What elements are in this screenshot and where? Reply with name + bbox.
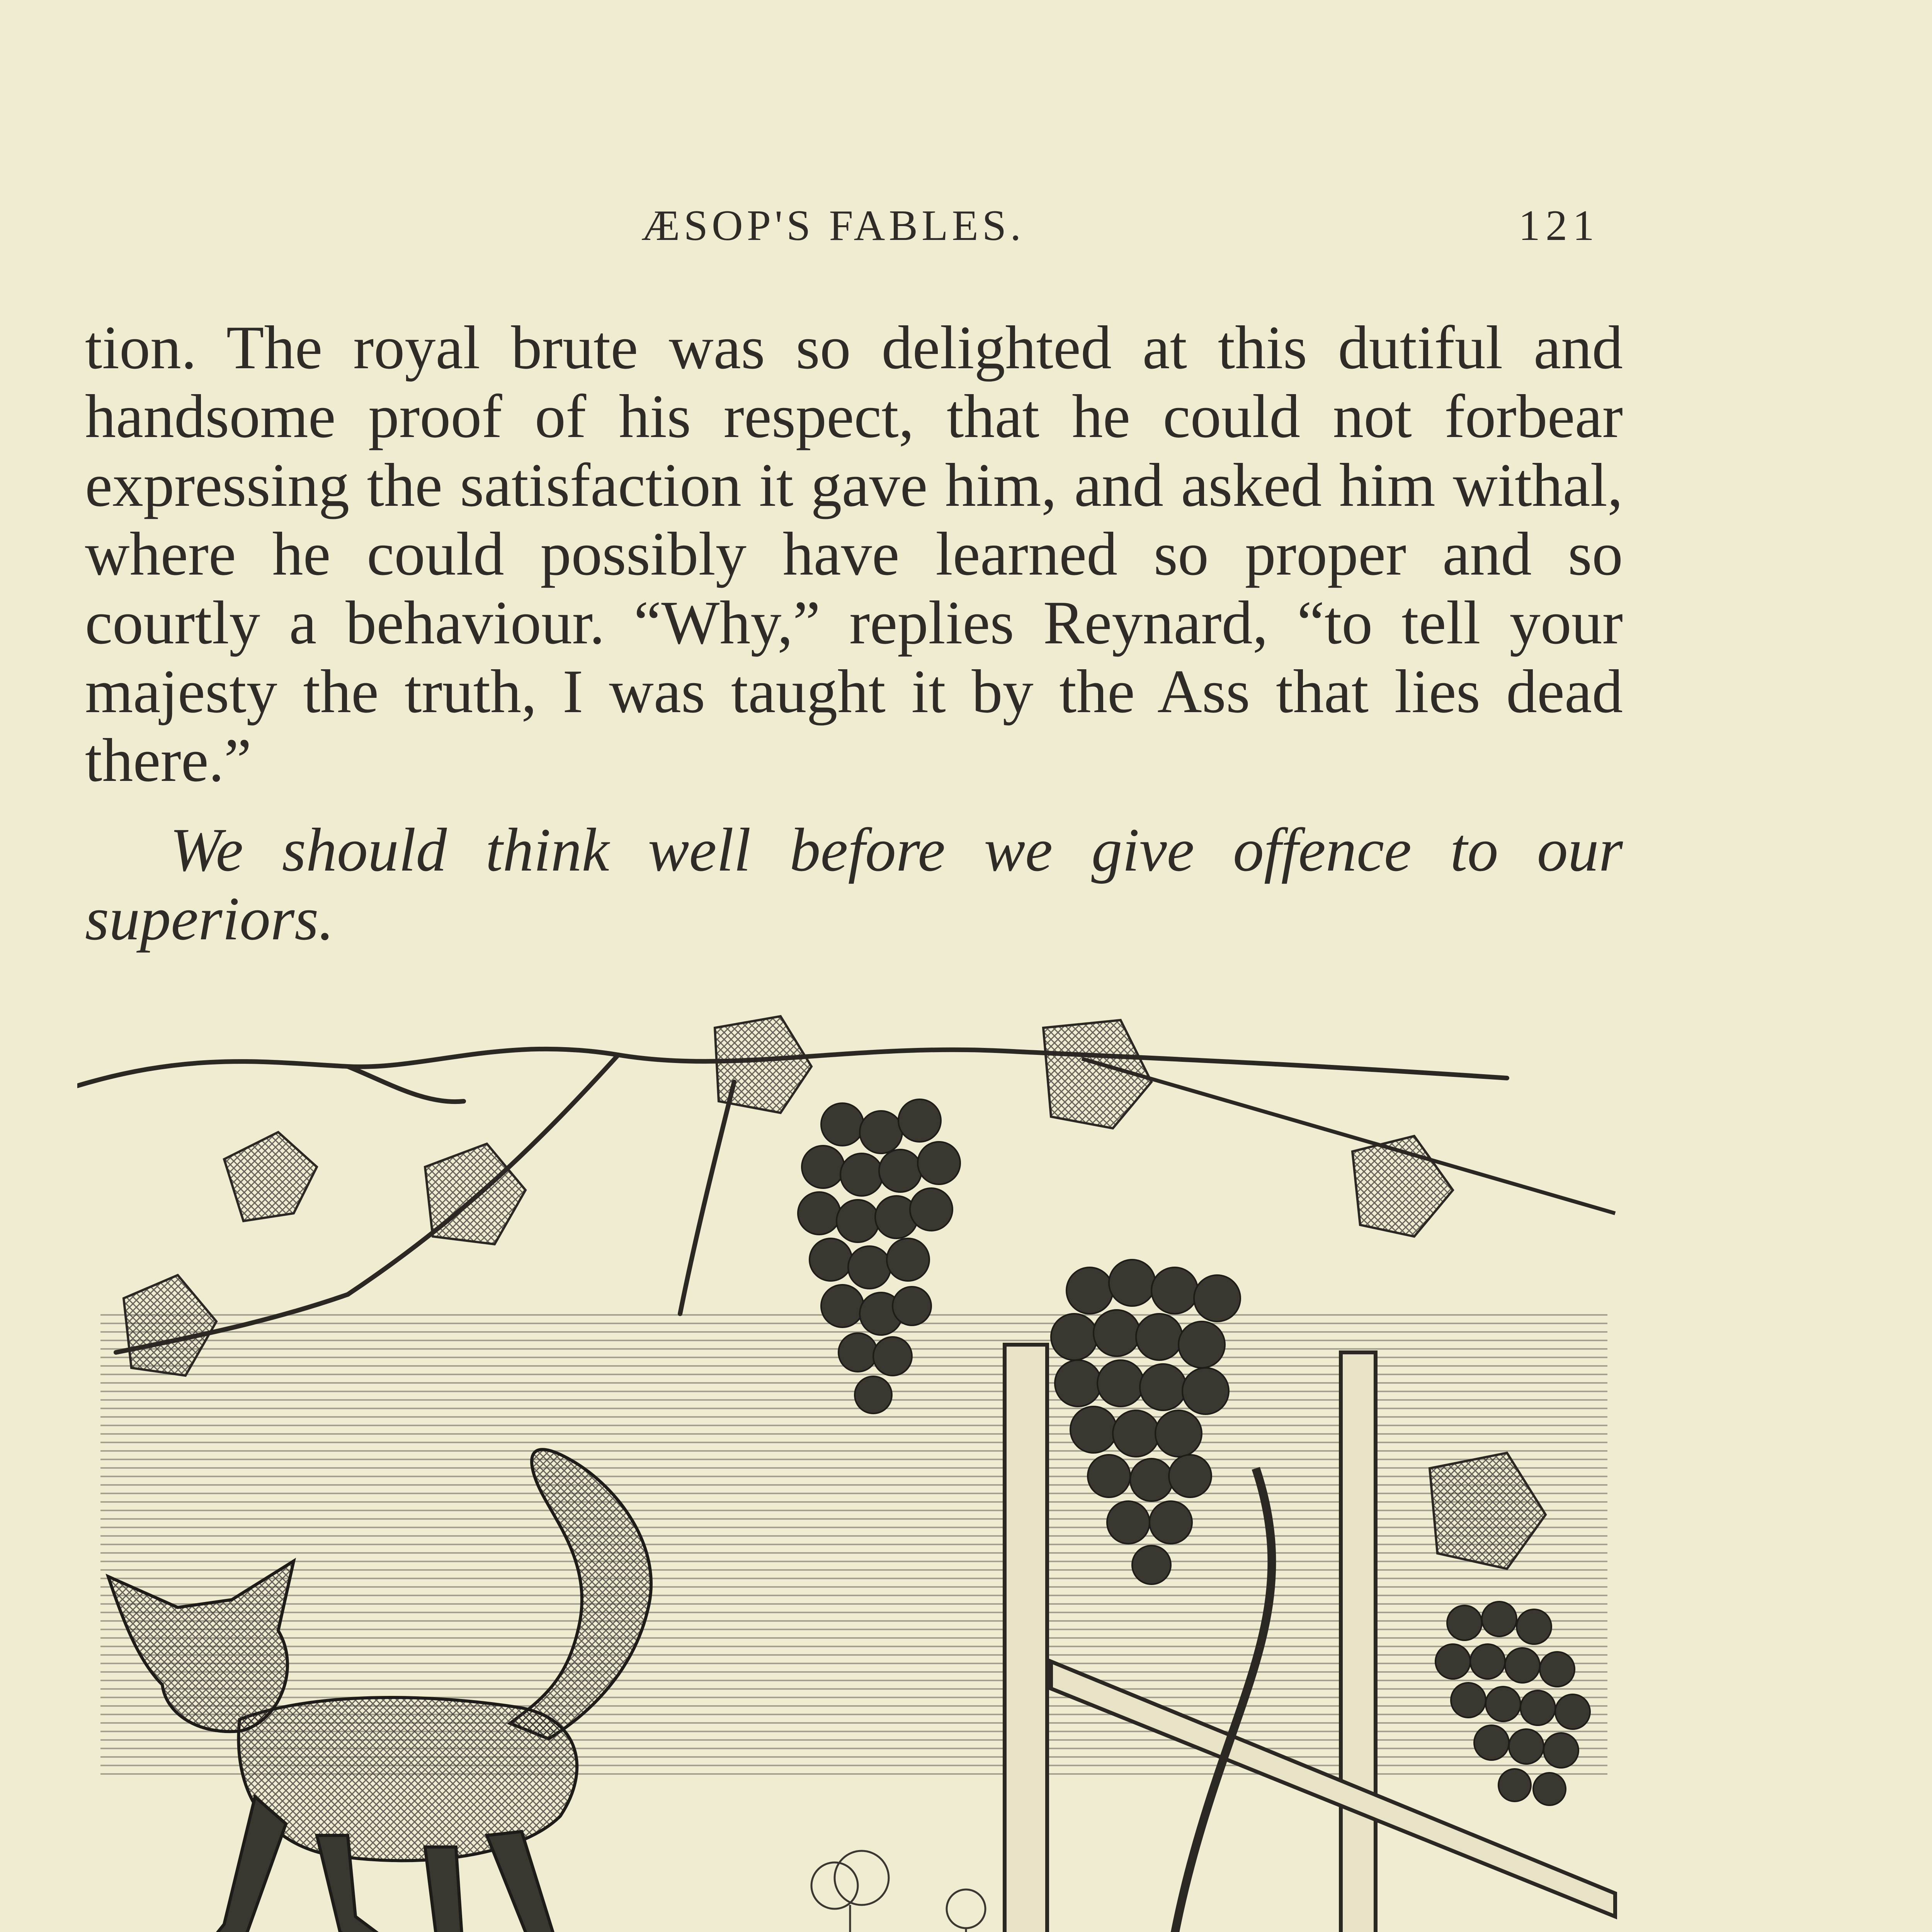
- body-paragraph: tion. The royal brute was so delighted at this dutiful and handsome proof of his respect, that he could not forbear expressing the satisfaction it gave him, and asked him withal, where he could possibly have learned so proper and so courtly a behaviour. “Why,” replies Reynard, “to tell your majesty the truth, I was taught it by the Ass that lies dead there.”: [85, 313, 1623, 794]
- distant-trees: [811, 1851, 985, 1932]
- fox-and-grapes-illustration: [77, 1005, 1623, 1932]
- fable-moral: We should think well before we give offence to our superiors.: [85, 815, 1623, 953]
- page-number: 121: [1519, 202, 1600, 250]
- running-head: ÆSOP'S FABLES.: [641, 202, 1025, 250]
- fox-body: [238, 1697, 577, 1861]
